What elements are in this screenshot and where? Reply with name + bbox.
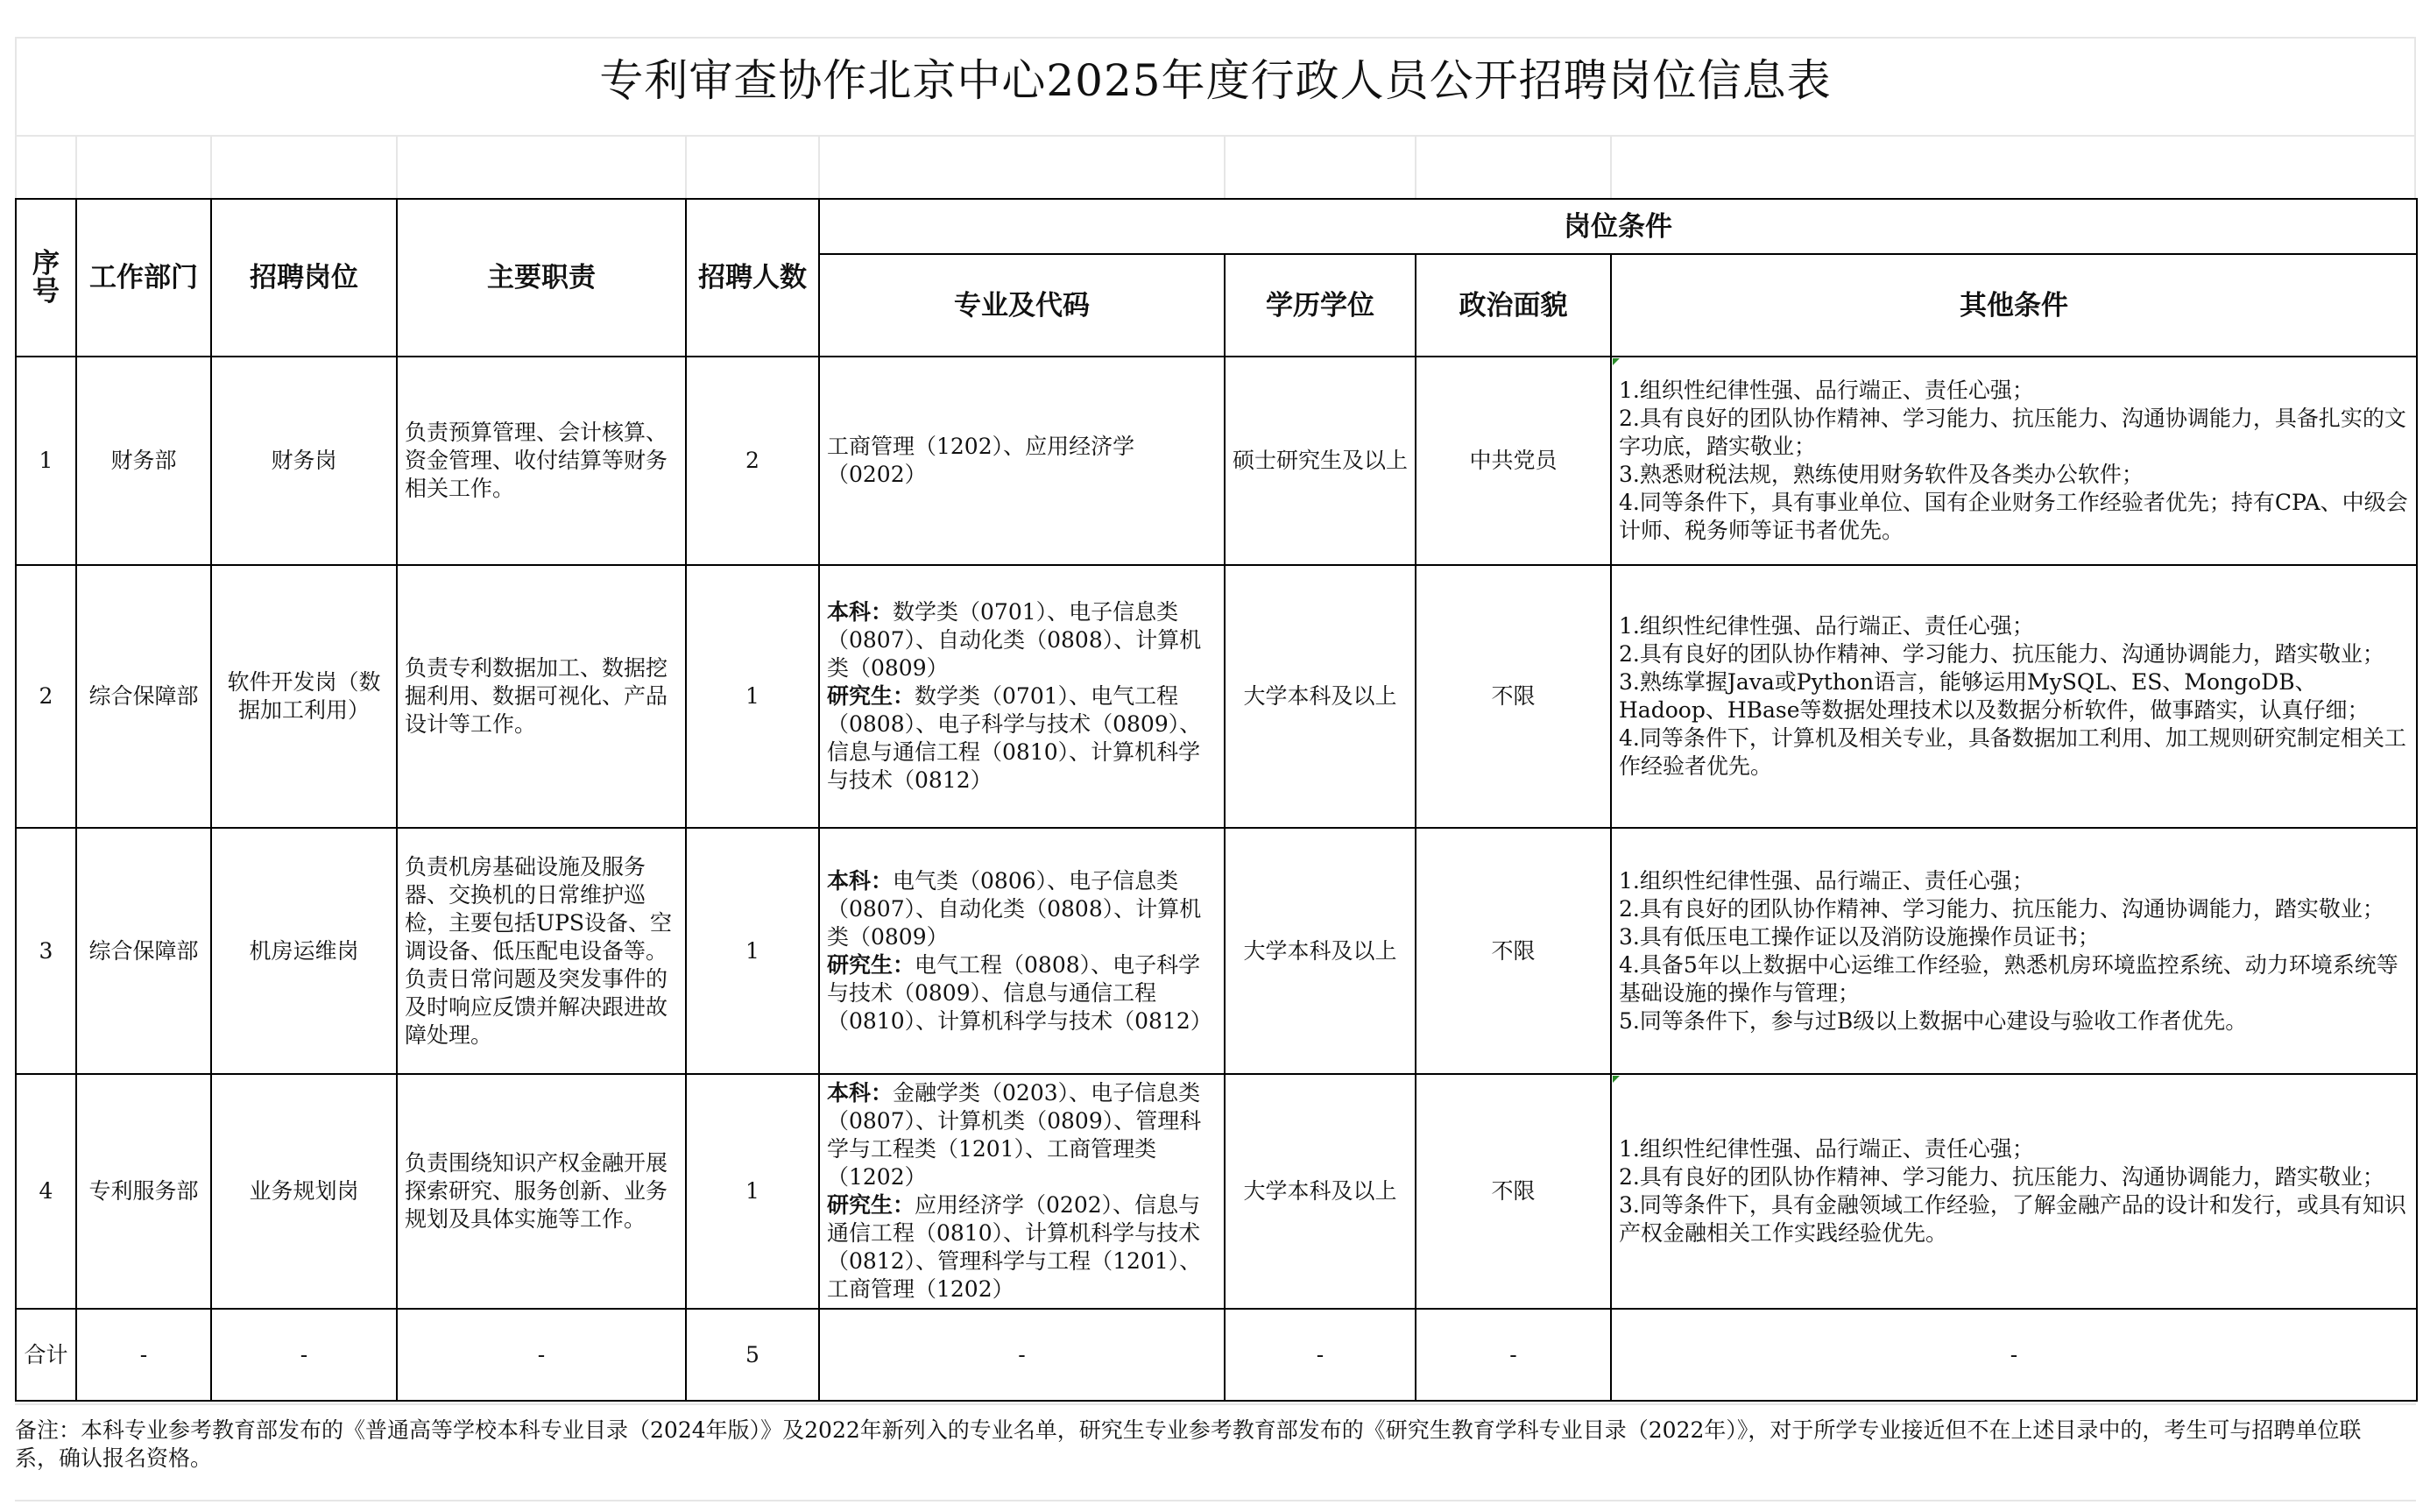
total-degree[interactable]: -	[1225, 1309, 1416, 1401]
cell-count[interactable]: 2	[686, 357, 819, 565]
cell-major[interactable]	[819, 1074, 1225, 1309]
cell-position[interactable]: 财务岗	[211, 357, 397, 565]
gridline	[1415, 135, 1416, 198]
cell-degree[interactable]: 大学本科及以上	[1225, 828, 1416, 1074]
cell-position[interactable]: 软件开发岗（数据加工利用）	[211, 565, 397, 828]
cell-seq[interactable]: 3	[16, 828, 76, 1074]
gridline	[15, 37, 2416, 39]
undergrad-label: 本科：	[827, 599, 894, 625]
cell-other[interactable]	[1611, 1074, 2417, 1309]
total-major[interactable]: -	[819, 1309, 1225, 1401]
total-position[interactable]: -	[211, 1309, 397, 1401]
total-dept[interactable]: -	[76, 1309, 211, 1401]
cell-political[interactable]: 中共党员	[1416, 357, 1611, 565]
total-row	[16, 1309, 2417, 1401]
cell-major[interactable]	[819, 828, 1225, 1074]
gridline	[15, 1500, 2416, 1501]
cell-seq[interactable]: 4	[16, 1074, 76, 1309]
condition-line: 1.组织性纪律性强、品行端正、责任心强；	[1619, 1136, 2034, 1162]
condition-line: 2.具有良好的团队协作精神、学习能力、抗压能力、沟通协调能力，具备扎实的文字功底，踏实敬业；	[1619, 406, 2406, 459]
gridline	[1224, 135, 1226, 198]
cell-other[interactable]	[1611, 828, 2417, 1074]
total-count[interactable]: 5	[686, 1309, 819, 1401]
cell-major[interactable]	[819, 565, 1225, 828]
cell-count[interactable]: 1	[686, 1074, 819, 1309]
cell-other[interactable]	[1611, 357, 2417, 565]
condition-line: 3.熟练掌握Java或Python语言，能够运用MySQL、ES、MongoDB、Hadoop、HBase等数据处理技术以及数据分析软件，做事踏实，认真仔细；	[1619, 669, 2370, 723]
header-duty: 主要职责	[397, 199, 686, 357]
cell-position[interactable]: 机房运维岗	[211, 828, 397, 1074]
postgrad-majors: 应用经济学（0202）、信息与通信工程（0810）、计算机科学与技术（0812）、管理科学与工程（1201）、工商管理（1202）	[827, 1192, 1202, 1302]
header-degree: 学历学位	[1225, 254, 1416, 357]
postgrad-label: 研究生：	[827, 951, 915, 978]
condition-line: 2.具有良好的团队协作精神、学习能力、抗压能力、沟通协调能力，踏实敬业；	[1619, 1164, 2384, 1190]
cell-indicator-icon	[1613, 358, 1620, 365]
cell-count[interactable]: 1	[686, 565, 819, 828]
table-row	[16, 828, 2417, 1074]
undergrad-majors: 电气类（0806）、电子信息类（0807）、自动化类（0808）、计算机类（0809）	[827, 867, 1202, 950]
cell-degree[interactable]: 硕士研究生及以上	[1225, 357, 1416, 565]
postgrad-majors: 电气工程（0808）、电子科学与技术（0809）、信息与通信工程（0810）、计算机科学与技术（0812）	[827, 951, 1212, 1034]
gridline	[15, 135, 2416, 137]
cell-political[interactable]: 不限	[1416, 828, 1611, 1074]
recruitment-table	[15, 198, 2418, 1402]
cell-dept[interactable]: 综合保障部	[76, 565, 211, 828]
condition-line: 2.具有良好的团队协作精神、学习能力、抗压能力、沟通协调能力，踏实敬业；	[1619, 895, 2384, 922]
cell-dept[interactable]: 财务部	[76, 357, 211, 565]
cell-duty[interactable]: 负责机房基础设施及服务器、交换机的日常维护巡检，主要包括UPS设备、空调设备、低压配电设备等。负责日常问题及突发事件的及时响应反馈并解决跟进故障处理。	[397, 828, 686, 1074]
total-duty[interactable]: -	[397, 1309, 686, 1401]
footnote: 备注：本科专业参考教育部发布的《普通高等学校本科专业目录（2024年版）》及2022年新列入的专业名单，研究生专业参考教育部发布的《研究生教育学科专业目录（2022年）》，对于所学专业接近但不在上述目录中的，考生可与招聘单位联系，确认报名资格。	[15, 1417, 2362, 1471]
gridline	[1610, 135, 1612, 198]
table-row	[16, 565, 2417, 828]
table-row	[16, 1074, 2417, 1309]
page-title: 专利审查协作北京中心2025年度行政人员公开招聘岗位信息表	[599, 55, 1832, 106]
header-position: 招聘岗位	[211, 199, 397, 357]
condition-line: 5.同等条件下，参与过B级以上数据中心建设与验收工作者优先。	[1619, 1007, 2248, 1034]
undergrad-label: 本科：	[827, 1080, 894, 1106]
postgrad-majors: 数学类（0701）、电气工程（0808）、电子科学与技术（0809）、信息与通信工程（0810）、计算机科学与技术（0812）	[827, 683, 1202, 793]
header-seq: 序号	[16, 199, 76, 357]
condition-line: 1.组织性纪律性强、品行端正、责任心强；	[1619, 867, 2034, 894]
header-political: 政治面貌	[1416, 254, 1611, 357]
cell-dept[interactable]: 专利服务部	[76, 1074, 211, 1309]
gridline	[75, 135, 77, 198]
cell-position[interactable]: 业务规划岗	[211, 1074, 397, 1309]
header-count: 招聘人数	[686, 199, 819, 357]
gridline	[396, 135, 398, 198]
undergrad-label: 本科：	[827, 867, 894, 894]
header-dept: 工作部门	[76, 199, 211, 357]
cell-other[interactable]	[1611, 565, 2417, 828]
header-conditions: 岗位条件	[819, 199, 2417, 254]
condition-line: 4.同等条件下，具有事业单位、国有企业财务工作经验者优先；持有CPA、中级会计师、税务师等证书者优先。	[1619, 490, 2408, 543]
cell-political[interactable]: 不限	[1416, 1074, 1611, 1309]
cell-seq[interactable]: 2	[16, 565, 76, 828]
condition-line: 4.具备5年以上数据中心运维工作经验，熟悉机房环境监控系统、动力环境系统等基础设施的操作与管理；	[1619, 951, 2398, 1006]
cell-indicator-icon	[1613, 1076, 1620, 1083]
condition-line: 1.组织性纪律性强、品行端正、责任心强；	[1619, 378, 2034, 403]
total-label[interactable]: 合计	[16, 1309, 76, 1401]
condition-line: 1.组织性纪律性强、品行端正、责任心强；	[1619, 613, 2034, 639]
cell-degree[interactable]: 大学本科及以上	[1225, 1074, 1416, 1309]
condition-line: 4.同等条件下，计算机及相关专业，具备数据加工利用、加工规则研究制定相关工作经验者优先。	[1619, 725, 2406, 779]
gridline	[818, 135, 820, 198]
postgrad-label: 研究生：	[827, 683, 915, 709]
condition-line: 3.具有低压电工操作证以及消防设施操作员证书；	[1619, 923, 2100, 950]
gridline	[15, 1403, 2416, 1405]
cell-major[interactable]: 工商管理（1202）、应用经济学（0202）	[819, 357, 1225, 565]
cell-degree[interactable]: 大学本科及以上	[1225, 565, 1416, 828]
undergrad-majors: 金融学类（0203）、电子信息类（0807）、计算机类（0809）、管理科学与工程类（1201）、工商管理类（1202）	[827, 1080, 1202, 1190]
header-other: 其他条件	[1611, 254, 2417, 357]
cell-political[interactable]: 不限	[1416, 565, 1611, 828]
table-row	[16, 357, 2417, 565]
header-major: 专业及代码	[819, 254, 1225, 357]
condition-line: 3.熟悉财税法规，熟练使用财务软件及各类办公软件；	[1619, 462, 2144, 487]
cell-duty[interactable]: 负责预算管理、会计核算、资金管理、收付结算等财务相关工作。	[397, 357, 686, 565]
cell-count[interactable]: 1	[686, 828, 819, 1074]
postgrad-label: 研究生：	[827, 1192, 915, 1218]
condition-line: 3.同等条件下，具有金融领域工作经验，了解金融产品的设计和发行，或具有知识产权金融相关工作实践经验优先。	[1619, 1192, 2406, 1246]
cell-duty[interactable]: 负责围绕知识产权金融开展探索研究、服务创新、业务规划及具体实施等工作。	[397, 1074, 686, 1309]
gridline	[685, 135, 687, 198]
cell-dept[interactable]: 综合保障部	[76, 828, 211, 1074]
cell-duty[interactable]: 负责专利数据加工、数据挖掘利用、数据可视化、产品设计等工作。	[397, 565, 686, 828]
undergrad-majors: 数学类（0701）、电子信息类（0807）、自动化类（0808）、计算机类（0809）	[827, 599, 1202, 681]
cell-seq[interactable]: 1	[16, 357, 76, 565]
gridline	[210, 135, 212, 198]
condition-line: 2.具有良好的团队协作精神、学习能力、抗压能力、沟通协调能力，踏实敬业；	[1619, 641, 2384, 667]
total-political[interactable]: -	[1416, 1309, 1611, 1401]
header-row	[16, 199, 2417, 254]
total-other[interactable]: -	[1611, 1309, 2417, 1401]
